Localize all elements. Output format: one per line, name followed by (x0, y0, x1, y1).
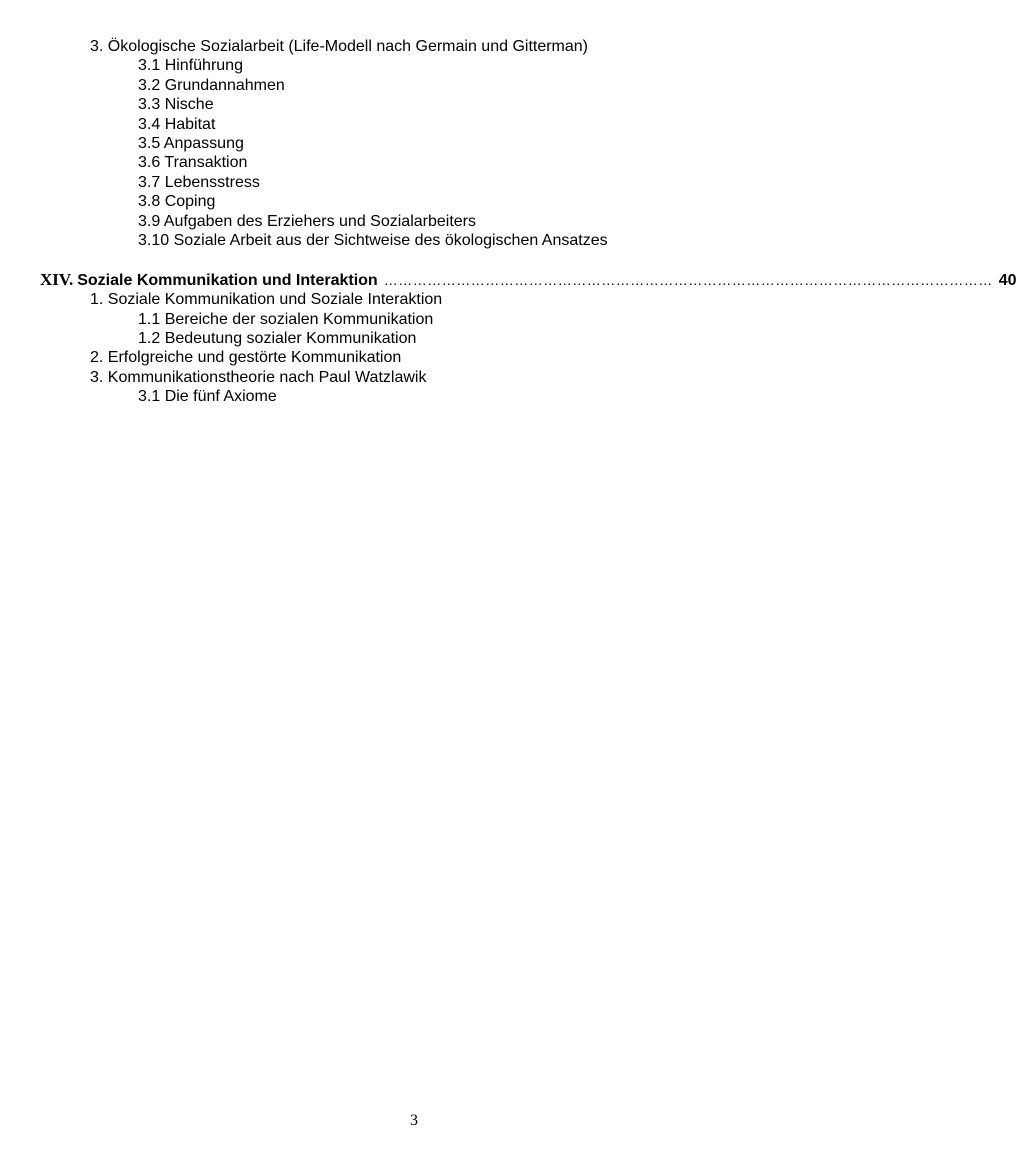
toc-item: 3.3 Nische (138, 96, 214, 114)
toc-item: 3.9 Aufgaben des Erziehers und Sozialarbeiters (138, 212, 476, 230)
toc-item: 3.1 Die fünf Axiome (138, 388, 277, 406)
toc-item: 3.2 Grundannahmen (138, 76, 285, 94)
chapter-title: Soziale Kommunikation und Interaktion (77, 272, 378, 290)
toc-item: 3.10 Soziale Arbeit aus der Sichtweise des ökologischen Ansatzes (138, 231, 608, 249)
toc-section-heading: 2. Erfolgreiche und gestörte Kommunikation (90, 349, 402, 367)
toc-section-heading: 3. Kommunikationstheorie nach Paul Watzlawik (90, 368, 427, 386)
dot-leader: ……………………………………………………………………………………………………………… (383, 272, 993, 289)
toc-item: 1.1 Bereiche der sozialen Kommunikation (138, 310, 434, 328)
toc-item: 3.4 Habitat (138, 115, 216, 133)
chapter-number: XIV. (40, 270, 74, 290)
toc-item: 3.8 Coping (138, 193, 216, 211)
toc-item: 3.7 Lebensstress (138, 173, 260, 191)
toc-section-heading: 1. Soziale Kommunikation und Soziale Interaktion (90, 291, 443, 309)
toc-item: 3.1 Hinführung (138, 57, 243, 75)
page-number: 3 (410, 1112, 418, 1129)
toc-item: 3.6 Transaktion (138, 154, 248, 172)
spacer (0, 250, 828, 269)
toc-chapter-entry (40, 269, 1017, 290)
toc-item: 1.2 Bedeutung sozialer Kommunikation (138, 330, 417, 348)
toc-item: 3.5 Anpassung (138, 134, 244, 152)
toc-section-heading: 3. Ökologische Sozialarbeit (Life-Modell nach Germain und Gitterman) (90, 38, 589, 55)
table-of-contents (0, 37, 1017, 407)
chapter-page-number: 40 (998, 272, 1017, 290)
